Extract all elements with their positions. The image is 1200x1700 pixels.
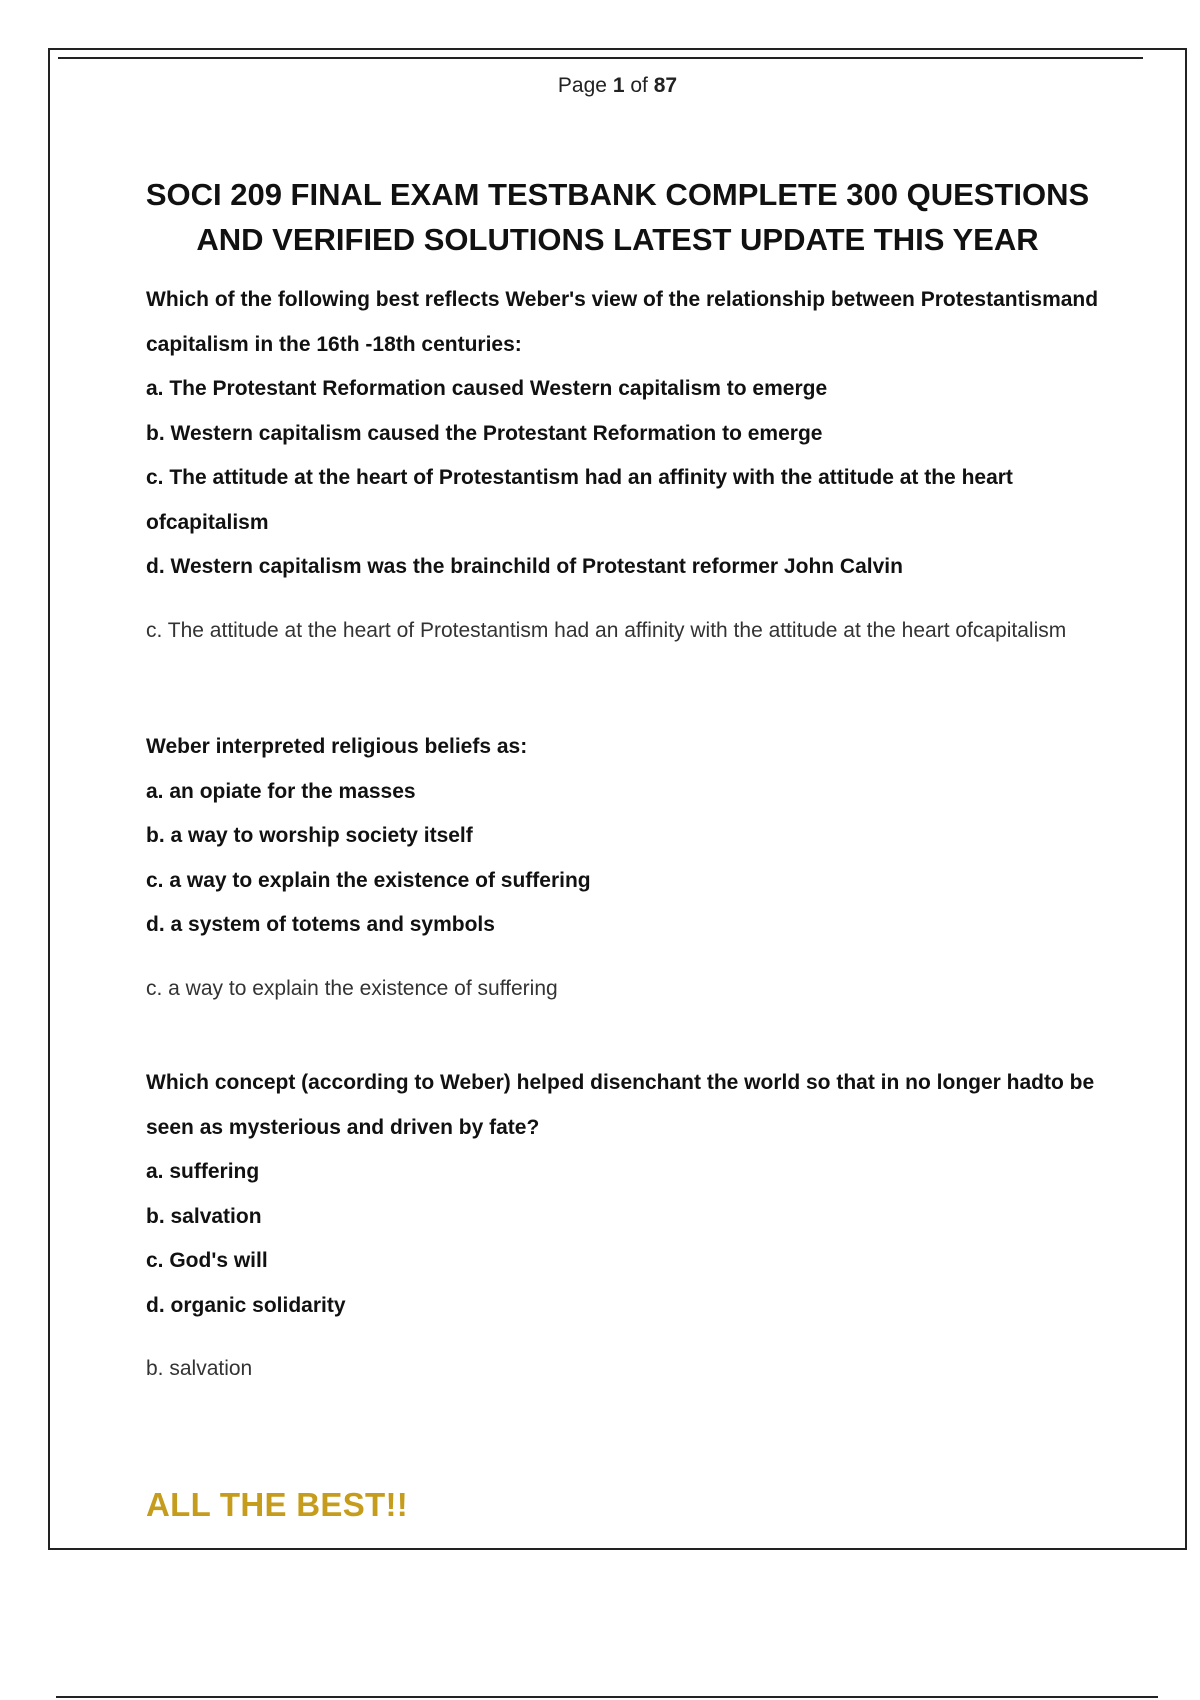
document-title: SOCI 209 FINAL EXAM TESTBANK COMPLETE 300 QUESTIONS AND VERIFIED SOLUTIONS LATEST UPDATE THIS YEAR bbox=[145, 177, 1090, 257]
answer-option-d: d. Western capitalism was the brainchild of Protestant reformer John Calvin bbox=[146, 555, 903, 578]
page-frame bbox=[48, 48, 1187, 1550]
page-total: 87 bbox=[653, 74, 678, 97]
answer-option-a: a. The Protestant Reformation caused Western capitalism to emerge bbox=[146, 377, 828, 400]
question-block-1 bbox=[146, 278, 1126, 653]
answer-option-c: c. a way to explain the existence of suffering bbox=[146, 868, 591, 892]
correct-answer: b. salvation bbox=[146, 1357, 253, 1380]
answer-option-c: c. The attitude at the heart of Protestantism had an affinity with the attitude at the heart ofcapitalism bbox=[146, 466, 1013, 534]
question-block-3 bbox=[146, 1061, 1126, 1392]
answer-option-d: d. organic solidarity bbox=[146, 1293, 346, 1317]
answer-option-a: a. an opiate for the masses bbox=[146, 779, 416, 803]
bottom-rule bbox=[56, 1696, 1158, 1698]
question-text: Which of the following best reflects Weber's view of the relationship between Protestantismand capitalism in the 16th -18th centuries: bbox=[146, 288, 1099, 356]
answer-option-b: b. a way to worship society itself bbox=[146, 824, 473, 847]
question-text: Which concept (according to Weber) helped disenchant the world so that in no longer hadto be seen as mysterious and driven by fate? bbox=[146, 1071, 1095, 1139]
page-label: Page bbox=[557, 74, 607, 97]
correct-answer: c. a way to explain the existence of suffering bbox=[146, 976, 558, 1000]
question-text: Weber interpreted religious beliefs as: bbox=[146, 735, 528, 758]
page-of: of bbox=[630, 74, 648, 97]
correct-answer: c. The attitude at the heart of Protestantism had an affinity with the attitude at the heart ofcapitalism bbox=[146, 618, 1067, 642]
answer-option-d: d. a system of totems and symbols bbox=[146, 913, 495, 936]
top-rule bbox=[58, 57, 1143, 59]
closing-message: ALL THE BEST!! bbox=[146, 1486, 409, 1523]
answer-option-a: a. suffering bbox=[146, 1160, 260, 1183]
page-current: 1 bbox=[612, 74, 625, 97]
answer-option-b: b. Western capitalism caused the Protestant Reformation to emerge bbox=[146, 421, 823, 445]
answer-option-c: c. God's will bbox=[146, 1249, 268, 1272]
page-number bbox=[50, 74, 1185, 98]
question-block-2 bbox=[146, 725, 1126, 1011]
answer-option-b: b. salvation bbox=[146, 1204, 262, 1228]
